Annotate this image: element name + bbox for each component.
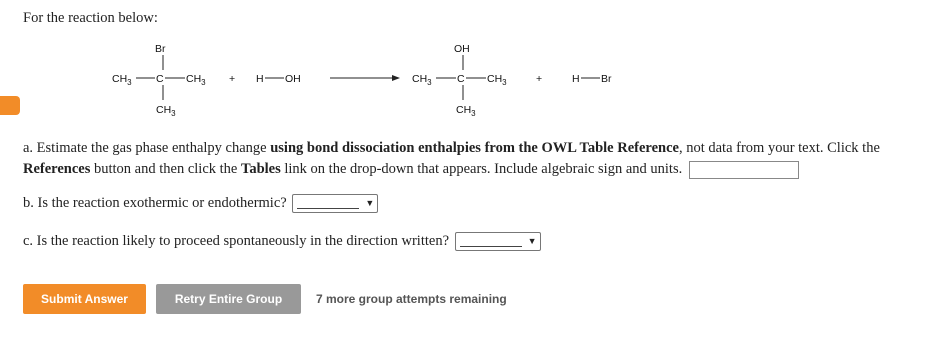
- reaction-diagram: [0, 30, 948, 125]
- plus-sign-1: +: [229, 73, 236, 85]
- p1-right-label: $CH_3$: [487, 73, 507, 87]
- intro-text: For the reaction below:: [23, 10, 158, 26]
- question-a: a. Estimate the gas phase enthalpy change using bond dissociation enthalpies from the OWL Table Reference, not data from your text. Click the References button and then click the Tables link on the drop-down that appears. Include algebraic sign and units.: [23, 140, 880, 177]
- spontaneity-select[interactable]: [455, 232, 541, 251]
- question-b: [23, 194, 378, 213]
- submit-answer-button[interactable]: Submit Answer: [23, 284, 146, 314]
- p1-center-label: C: [457, 73, 465, 85]
- chevron-down-icon: ▼: [365, 198, 375, 208]
- r1-top-label: Br: [155, 43, 166, 55]
- plus-sign-2: +: [536, 73, 543, 85]
- r1-left-label: $CH_3$: [112, 73, 132, 87]
- enthalpy-answer-input[interactable]: [689, 161, 799, 179]
- p2-left-label: H: [572, 73, 580, 85]
- retry-group-button[interactable]: Retry Entire Group: [156, 284, 301, 314]
- chevron-down-icon: ▼: [527, 236, 537, 246]
- p1-top-label: OH: [454, 43, 470, 55]
- r2-left-label: H: [256, 73, 264, 85]
- question-c: [23, 232, 541, 251]
- r1-bottom-label: $CH_3$: [156, 104, 176, 118]
- attempts-remaining-text: 7 more group attempts remaining: [316, 292, 507, 306]
- question-b-label: b. Is the reaction exothermic or endothermic?: [23, 194, 287, 211]
- r1-right-label: $CH_3$: [186, 73, 206, 87]
- p1-bottom-label: $CH_3$: [456, 104, 476, 118]
- r1-center-label: C: [156, 73, 164, 85]
- r2-right-label: OH: [285, 73, 301, 85]
- p1-left-label: $CH_3$: [412, 73, 432, 87]
- question-c-label: c. Is the reaction likely to proceed spontaneously in the direction written?: [23, 232, 450, 249]
- exo-endo-select[interactable]: [292, 194, 378, 213]
- p2-right-label: Br: [601, 73, 612, 85]
